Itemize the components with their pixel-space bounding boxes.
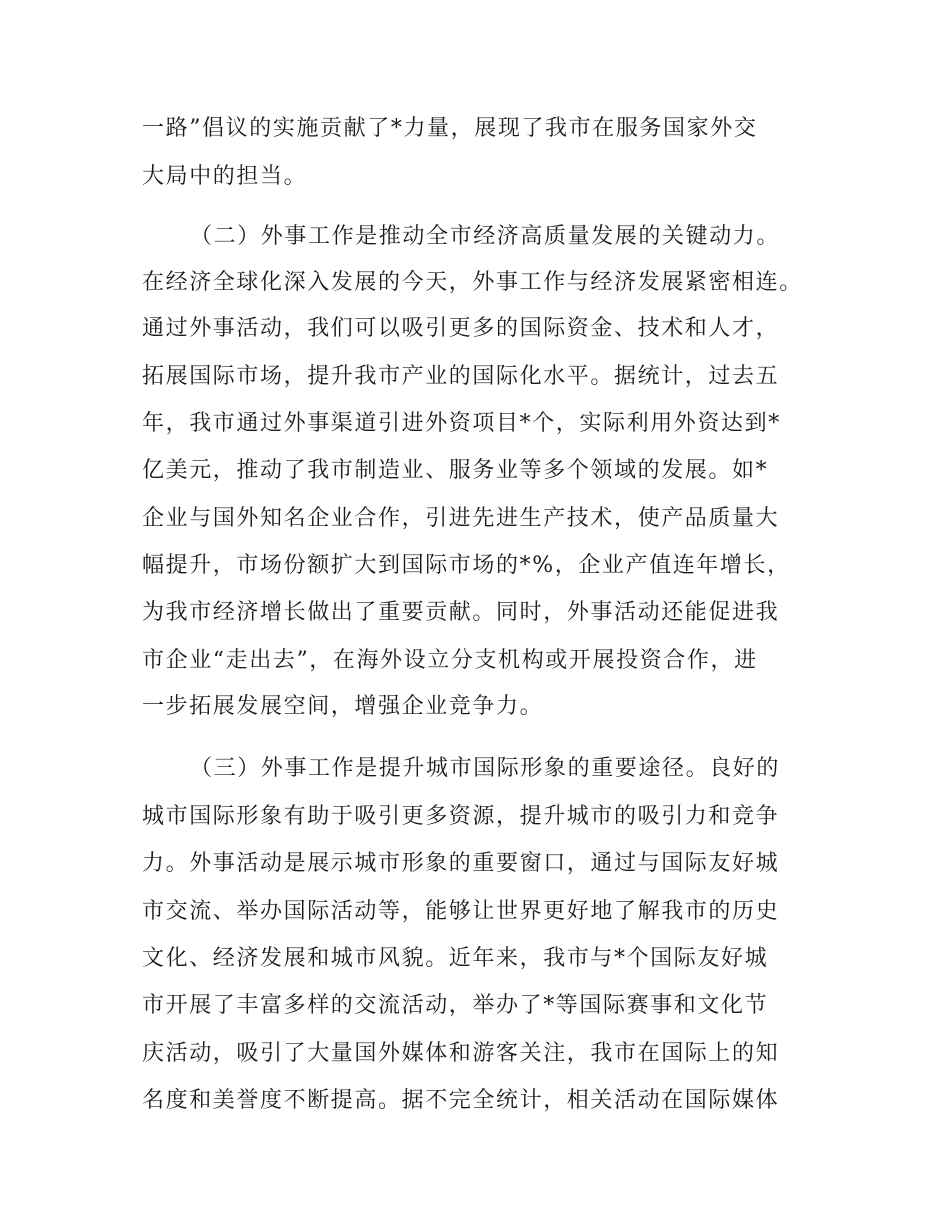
text-line: 城市国际形象有助于吸引更多资源，提升城市的吸引力和竞争	[142, 804, 780, 829]
text-line: 名度和美誉度不断提高。据不完全统计，相关活动在国际媒体	[142, 1088, 780, 1113]
text-line: 通过外事活动，我们可以吸引更多的国际资金、技术和人才，	[142, 316, 780, 341]
text-line: 文化、经济发展和城市风貌。近年来，我市与*个国际友好城	[142, 946, 769, 971]
paragraph-3	[142, 752, 817, 1118]
paragraph-2	[142, 220, 817, 724]
paragraph-heading-line: （三）外事工作是提升城市国际形象的重要途径。良好的	[190, 756, 781, 781]
text-line: 市开展了丰富多样的交流活动，举办了*等国际赛事和文化节	[142, 993, 769, 1018]
text-line: 在经济全球化深入发展的今天，外事工作与经济发展紧密相连。	[142, 270, 803, 295]
document-body	[142, 112, 817, 1118]
text-line: 企业与国外知名企业合作，引进先进生产技术，使产品质量大	[142, 506, 780, 531]
paragraph-heading-line: （二）外事工作是推动全市经济高质量发展的关键动力。	[190, 224, 781, 249]
text-line: 年，我市通过外事渠道引进外资项目*个，实际利用外资达到*	[142, 411, 781, 436]
paragraph-1	[142, 112, 817, 194]
text-line: 幅提升，市场份额扩大到国际市场的*%，企业产值连年增长，	[142, 553, 791, 578]
text-line: 庆活动，吸引了大量国外媒体和游客关注，我市在国际上的知	[142, 1041, 780, 1066]
text-line: 大局中的担当。	[142, 164, 308, 189]
text-line: 市企业“走出去”，在海外设立分支机构或开展投资合作，进	[142, 648, 758, 673]
text-line: 为我市经济增长做出了重要贡献。同时，外事活动还能促进我	[142, 600, 780, 625]
text-line: 拓展国际市场，提升我市产业的国际化水平。据统计，过去五	[142, 364, 780, 389]
text-line: 市交流、举办国际活动等，能够让世界更好地了解我市的历史	[142, 899, 780, 924]
text-line: 力。外事活动是展示城市形象的重要窗口，通过与国际友好城	[142, 851, 780, 876]
text-line: 一步拓展发展空间，增强企业竞争力。	[142, 694, 544, 719]
text-line: 亿美元，推动了我市制造业、服务业等多个领域的发展。如*	[142, 458, 769, 483]
text-line: 一路”倡议的实施贡献了*力量，展现了我市在服务国家外交	[142, 116, 758, 141]
